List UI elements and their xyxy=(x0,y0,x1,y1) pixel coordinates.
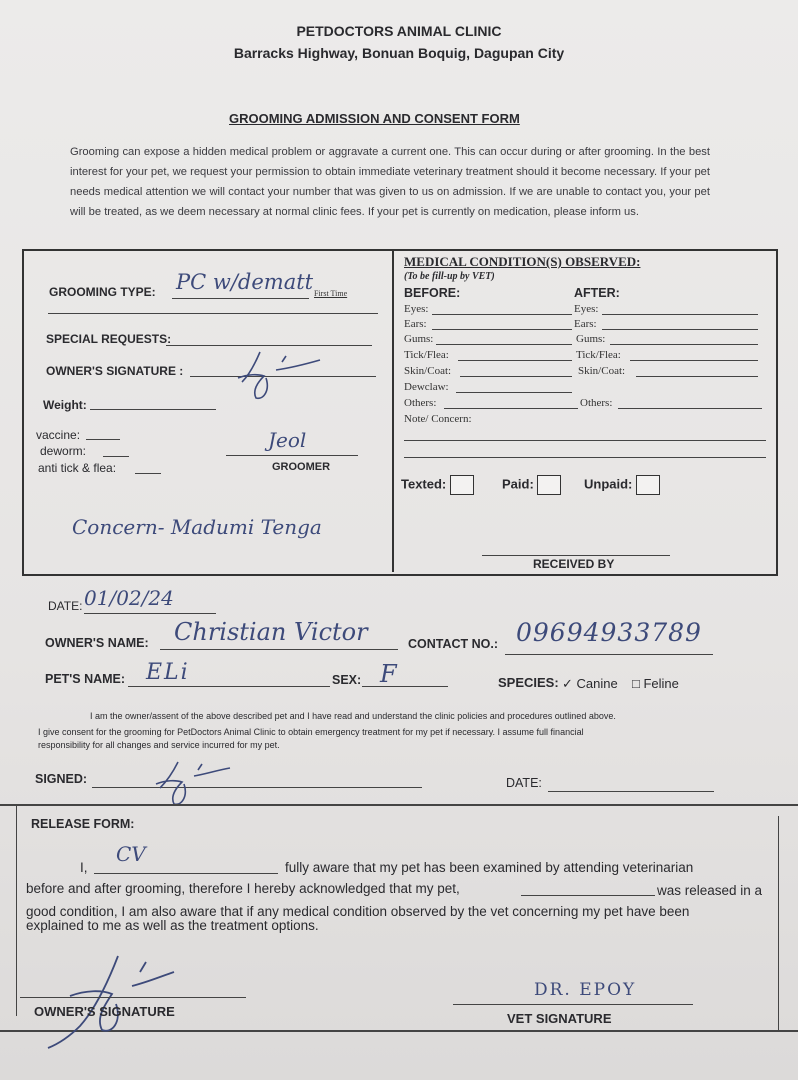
canine-check-mark: ✓ xyxy=(562,676,573,691)
release-text-1: fully aware that my pet has been examined by attending veterinarian xyxy=(285,860,694,875)
date-line xyxy=(84,613,216,614)
before-tickflea-line xyxy=(458,360,572,361)
after-others: Others: xyxy=(580,397,613,409)
release-owner-signature-label: OWNER'S SIGNATURE xyxy=(34,1004,175,1019)
deworm-label: deworm: xyxy=(40,444,87,458)
after-ears-line xyxy=(602,329,758,330)
vet-signature-label: VET SIGNATURE xyxy=(507,1011,612,1026)
paid-checkbox[interactable] xyxy=(537,475,561,495)
vet-name: DR. EPOY xyxy=(534,980,637,1000)
contact-line xyxy=(505,654,713,655)
groomer-name: Jeol xyxy=(268,428,307,452)
texted-label: Texted: xyxy=(401,475,474,495)
release-owner-signature-mark xyxy=(40,952,190,1052)
release-i-value: CV xyxy=(116,842,146,866)
vaccine-line xyxy=(86,439,120,440)
after-ears: Ears: xyxy=(574,318,597,330)
before-others: Others: xyxy=(404,397,437,409)
signed-line xyxy=(92,787,422,788)
owner-name-value: Christian Victor xyxy=(174,618,368,646)
form-title: GROOMING ADMISSION AND CONSENT FORM xyxy=(229,111,520,126)
after-skincoat-line xyxy=(636,376,758,377)
release-right-rule xyxy=(778,816,779,1030)
after-gums-line xyxy=(610,344,758,345)
deworm-line xyxy=(103,456,129,457)
received-by-label: RECEIVED BY xyxy=(533,557,615,571)
before-gums: Gums: xyxy=(404,333,434,345)
owner-name-line xyxy=(160,649,398,650)
release-left-rule xyxy=(16,806,17,1016)
intro-paragraph: Grooming can expose a hidden medical problem or aggravate a current one. This can occur during or after grooming. In the best interest for your pet, we request your permission to obtain immediate veterinary treatment should it become necessary. If your pet needs medical attention we will contact your number that was given to us on admission. If we are unable to contact you, your pet will be treated, as we deem necessary at normal clinic fees. If your pet is currently on medication, please inform us. xyxy=(70,146,710,218)
pet-name-value: ELi xyxy=(146,660,190,685)
vaccine-label: vaccine: xyxy=(36,428,81,442)
medical-title: MEDICAL CONDITION(S) OBSERVED: xyxy=(404,254,641,269)
special-requests-line xyxy=(166,345,372,346)
before-skincoat: Skin/Coat: xyxy=(404,365,452,377)
note-line-2 xyxy=(404,457,766,458)
release-owner-signature-line xyxy=(20,997,246,998)
release-text-5: explained to me as well as the treatment options. xyxy=(26,918,319,933)
before-skincoat-line xyxy=(460,376,572,377)
consent-signature-mark xyxy=(150,758,240,808)
after-eyes: Eyes: xyxy=(574,303,599,315)
release-i-line xyxy=(94,873,278,874)
before-dewclaw: Dewclaw: xyxy=(404,381,449,393)
release-text-3: was released in a xyxy=(657,883,763,898)
owner-name-label: OWNER'S NAME: xyxy=(45,636,149,650)
release-title: RELEASE FORM: xyxy=(31,817,135,831)
clinic-address: Barracks Highway, Bonuan Boquig, Dagupan City xyxy=(233,45,565,61)
signed-label: SIGNED: xyxy=(35,772,88,786)
after-others-line xyxy=(618,408,762,409)
received-by-line xyxy=(482,555,670,556)
medical-subtitle: (To be fill-up by VET) xyxy=(404,271,495,282)
grooming-type-value: PC w/dematt xyxy=(176,270,314,294)
feline-checkbox: □ xyxy=(632,676,640,691)
after-eyes-line xyxy=(602,314,758,315)
consent-line-2: I give consent for the grooming for PetDoctors Animal Clinic to obtain emergency treatment for my pet if necessary. I assume full financial xyxy=(38,727,584,737)
consent-line-3: responsibility for all changes and service incurred for my pet. xyxy=(38,740,280,750)
unpaid-checkbox[interactable] xyxy=(636,475,660,495)
note-concern-label: Note/ Concern: xyxy=(404,413,472,425)
sex-line xyxy=(362,686,448,687)
note-line-1 xyxy=(404,440,766,441)
owner-signature-mark xyxy=(230,348,330,403)
paid-label: Paid: xyxy=(502,475,561,495)
grooming-extra-line xyxy=(48,313,378,314)
texted-checkbox[interactable] xyxy=(450,475,474,495)
before-ears-line xyxy=(432,329,572,330)
clinic-name: PETDOCTORS ANIMAL CLINIC xyxy=(296,23,502,39)
panel-divider xyxy=(392,251,394,572)
before-others-line xyxy=(444,408,578,409)
pet-name-label: PET'S NAME: xyxy=(45,672,126,686)
grooming-type-label: GROOMING TYPE: xyxy=(49,285,156,299)
species-canine[interactable]: ✓ Canine xyxy=(562,676,618,691)
before-tickflea: Tick/Flea: xyxy=(404,349,449,361)
release-top-rule xyxy=(0,804,798,806)
unpaid-label: Unpaid: xyxy=(584,475,660,495)
special-requests-label: SPECIAL REQUESTS: xyxy=(46,332,172,346)
contact-value: 09694933789 xyxy=(516,618,702,647)
consent-line-1: I am the owner/assent of the above described pet and I have read and understand the clinic policies and procedures outlined above. xyxy=(90,711,616,721)
before-dewclaw-line xyxy=(456,392,572,393)
before-eyes: Eyes: xyxy=(404,303,429,315)
before-gums-line xyxy=(436,344,572,345)
after-tickflea-line xyxy=(630,360,758,361)
date-label: DATE: xyxy=(48,599,83,613)
grooming-type-line xyxy=(172,298,309,299)
sex-label: SEX: xyxy=(332,673,362,687)
release-text-2: before and after grooming, therefore I hereby acknowledged that my pet, xyxy=(26,881,460,896)
anti-tick-line xyxy=(135,473,161,474)
release-text-4: good condition, I am also aware that if any medical condition observed by the vet concerning my pet have been xyxy=(26,904,690,919)
release-i-label: I, xyxy=(80,860,88,875)
after-label: AFTER: xyxy=(574,286,620,300)
species-label: SPECIES: xyxy=(498,675,559,690)
species-feline[interactable]: □ Feline xyxy=(632,676,679,691)
concern-note: Concern- Madumi Tenga xyxy=(72,515,322,539)
pet-name-line xyxy=(128,686,330,687)
after-skincoat: Skin/Coat: xyxy=(578,365,626,377)
groomer-line xyxy=(226,455,358,456)
before-label: BEFORE: xyxy=(404,286,461,300)
groomer-label: GROOMER xyxy=(272,461,331,473)
after-gums: Gums: xyxy=(576,333,606,345)
first-time-label: First Time xyxy=(314,289,348,298)
anti-tick-label: anti tick & flea: xyxy=(38,461,117,475)
date-value: 01/02/24 xyxy=(84,586,174,610)
before-eyes-line xyxy=(432,314,572,315)
after-tickflea: Tick/Flea: xyxy=(576,349,621,361)
sex-value: F xyxy=(380,660,397,688)
consent-date-label: DATE: xyxy=(506,776,542,790)
vet-signature-line xyxy=(453,1004,693,1005)
owner-signature-label: OWNER'S SIGNATURE : xyxy=(46,364,184,378)
consent-date-line xyxy=(548,791,714,792)
release-pet-line xyxy=(521,895,655,896)
weight-line xyxy=(90,409,216,410)
weight-label: Weight: xyxy=(43,398,87,412)
contact-label: CONTACT NO.: xyxy=(408,637,499,651)
before-ears: Ears: xyxy=(404,318,427,330)
